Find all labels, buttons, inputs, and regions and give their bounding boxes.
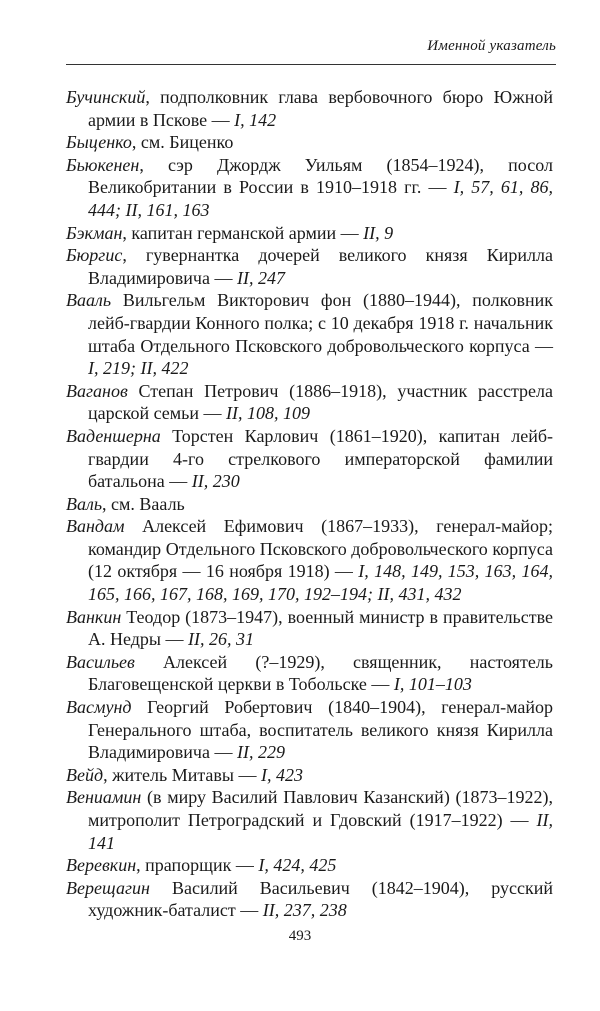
entry-name: Бучинский [66,87,146,107]
page-number: 493 [288,928,312,944]
entry-text: , сэр Джордж Уильям (1854–1924), посол Великобритании в России в 1910–1918 гг. — [88,154,553,198]
index-entry [66,493,553,516]
index-entry [66,154,553,222]
entry-refs: I, 142 [234,109,277,130]
entry-name: Ванкин [66,606,122,627]
entry-text: Степан Петрович (1886–1918), участник расстрела царской семьи — [88,380,553,424]
entry-text: Василий Васильевич (1842–1904), русский художник-баталист — [88,877,553,921]
entry-name: Бюргис [66,245,123,266]
index-entry [66,86,553,131]
index-entries [66,86,553,922]
entry-text: Торстен Карлович (1861–1920), капитан лейб-гвардии 4-го стрелкового императорской фамилии батальона — [88,425,553,492]
index-entry [66,877,553,922]
entry-refs: II, 108, 109 [226,403,311,424]
entry-refs: II, 141 [88,810,553,853]
header-rule [66,64,556,65]
index-entry [66,289,553,379]
entry-text: , прапорщик — [136,855,259,876]
entry-refs: II, 229 [236,742,285,763]
index-entry [66,380,553,425]
index-entry [66,515,553,605]
entry-name: Вениамин [66,787,142,808]
entry-name: Вандам [66,516,125,537]
entry-text: , подполковник глава вербовочного бюро Южной армии в Пскове — [88,87,553,130]
entry-text: Вильгельм Викторович фон (1880–1944), полковник лейб-гвардии Конного полка; с 10 декабря 1918 г. начальник штаба Отдельного Псковского добровольческого корпуса — [88,290,553,356]
entry-text: , капитан германской армии — [122,222,364,243]
entry-refs: II, 26, 31 [188,629,255,650]
entry-text: , см. Биценко [131,132,234,153]
running-head: Именной указатель [427,38,556,54]
entry-refs: I, 101–103 [393,674,472,695]
entry-name: Веревкин [66,855,137,876]
entry-name: Валь [66,493,103,514]
entry-text: Теодор (1873–1947), военный министр в правительстве А. Недры — [88,606,553,650]
entry-name: Ваденшерна [66,425,161,446]
entry-refs: II, 247 [236,267,285,288]
index-entry [66,425,553,493]
entry-name: Васмунд [66,697,132,718]
entry-name: Верещагин [66,877,150,898]
index-entry [66,606,553,651]
index-entry [66,764,553,787]
entry-refs: II, 237, 238 [262,900,347,921]
entry-refs: II, 230 [191,471,240,492]
entry-text: Георгий Робертович (1840–1904), генерал-майор Генерального штаба, воспитатель великого князя Кирилла Владимировича — [88,697,553,763]
entry-name: Васильев [66,651,135,672]
index-entry [66,244,553,289]
entry-refs: I, 424, 425 [258,855,337,876]
index-entry [66,696,553,764]
index-entry [66,131,553,154]
entry-name: Вааль [66,290,112,311]
entry-refs: I, 219; II, 422 [88,358,189,379]
index-entry [66,786,553,854]
entry-refs: I, 423 [261,764,304,785]
entry-name: Бьюкенен [66,154,140,175]
entry-text: Алексей Ефимович (1867–1933), генерал-майор; командир Отдельного Псковского добровольческого корпуса (12 октября — 16 ноября 1918) — [88,516,553,582]
index-entry [66,854,553,877]
entry-refs: I, 148, 149, 153, 163, 164, 165, 166, 167, 168, 169, 170, 192–194; II, 431, 432 [88,561,553,605]
entry-name: Быценко [66,132,132,153]
entry-name: Бэкман [66,222,123,243]
index-entry [66,651,553,696]
entry-text: , см. Вааль [102,493,185,514]
entry-text: , житель Митавы — [103,764,262,785]
entry-refs: I, 57, 61, 86, 444; II, 161, 163 [88,177,553,220]
entry-refs: II, 9 [363,222,394,243]
entry-name: Вейд [66,764,104,785]
entry-text: (в миру Василий Павлович Казанский) (1873–1922), митрополит Петроградский и Гдовский (1917–1922) — [88,787,553,830]
entry-text: , гувернантка дочерей великого князя Кирилла Владимировича — [88,245,553,288]
index-entry [66,222,553,245]
entry-name: Ваганов [66,380,128,401]
entry-text: Алексей (?–1929), священник, настоятель Благовещенской церкви в Тобольске — [88,651,553,695]
